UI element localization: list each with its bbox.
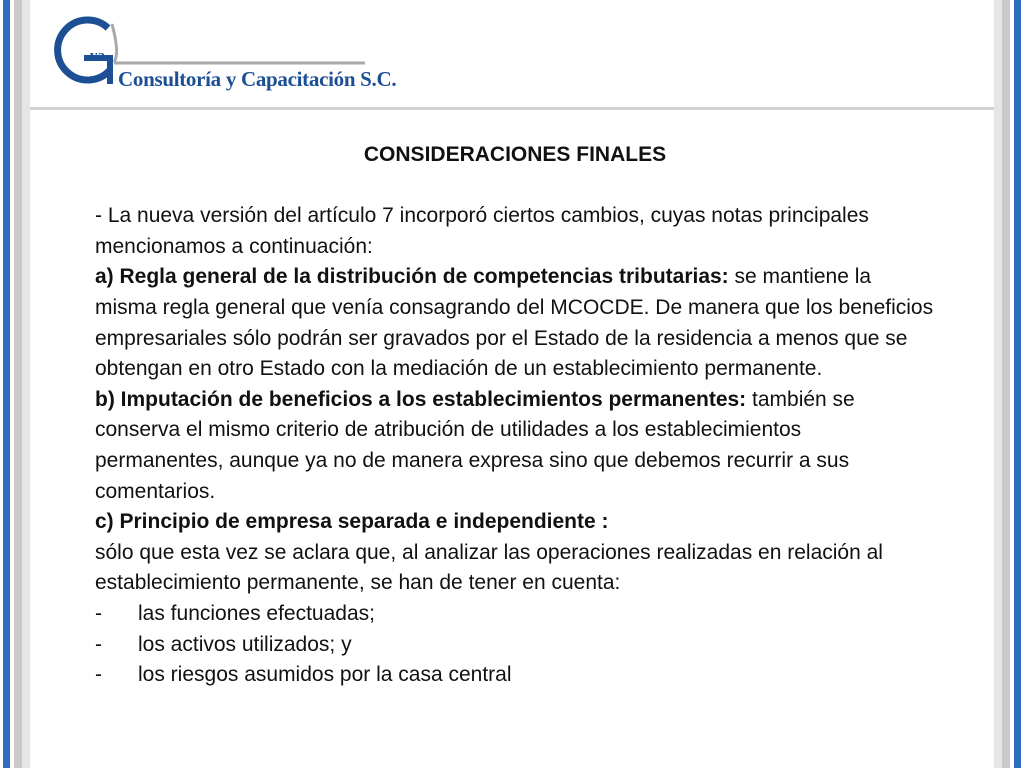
point-a-heading: a) Regla general de la distribución de competencias tributarias: (95, 265, 729, 289)
logo-sub-text: va (90, 48, 105, 64)
slide-body (95, 140, 935, 691)
company-logo (40, 14, 397, 96)
left-border (0, 0, 30, 768)
list-dash: - (95, 632, 102, 656)
list-dash: - (95, 601, 102, 625)
list-dash: - (95, 663, 102, 687)
slide-title: CONSIDERACIONES FINALES (363, 143, 667, 166)
company-name: Consultoría y Capacitación S.C. (118, 67, 397, 91)
point-c-heading (95, 507, 935, 538)
list-item (95, 599, 935, 630)
point-a (95, 262, 935, 384)
list-item-text: los riesgos asumidos por la casa central (138, 663, 512, 687)
point-b (95, 385, 935, 507)
right-border (994, 0, 1024, 768)
header-divider (30, 107, 994, 110)
intro-paragraph: - La nueva versión del artículo 7 incorporó ciertos cambios, cuyas notas principales mencionamos a continuación: (95, 204, 869, 258)
list-item (95, 660, 935, 691)
point-a-text: se mantiene la misma regla general que venía consagrando del MCOCDE. De manera que los beneficios empresariales sólo podrán ser gravados por el Estado de la residencia a menos que se obtengan en otro Estado con la mediación de un establecimiento permanente. (95, 265, 934, 381)
point-c-heading-text: c) Principio de empresa separada e independiente : (95, 510, 609, 534)
list-item (95, 630, 935, 661)
list-item-text: los activos utilizados; y (138, 632, 352, 656)
point-c-text: sólo que esta vez se aclara que, al analizar las operaciones realizadas en relación al establecimiento permanente, se han de tener en cuenta: (95, 540, 883, 595)
point-b-heading: b) Imputación de beneficios a los establecimientos permanentes: (95, 387, 747, 411)
point-b-text: también se conserva el mismo criterio de atribución de utilidades a los establecimientos permanentes, aunque ya no de manera expresa sino que debemos recurrir a sus comentarios. (95, 387, 855, 503)
list-item-text: las funciones efectuadas; (138, 601, 375, 625)
